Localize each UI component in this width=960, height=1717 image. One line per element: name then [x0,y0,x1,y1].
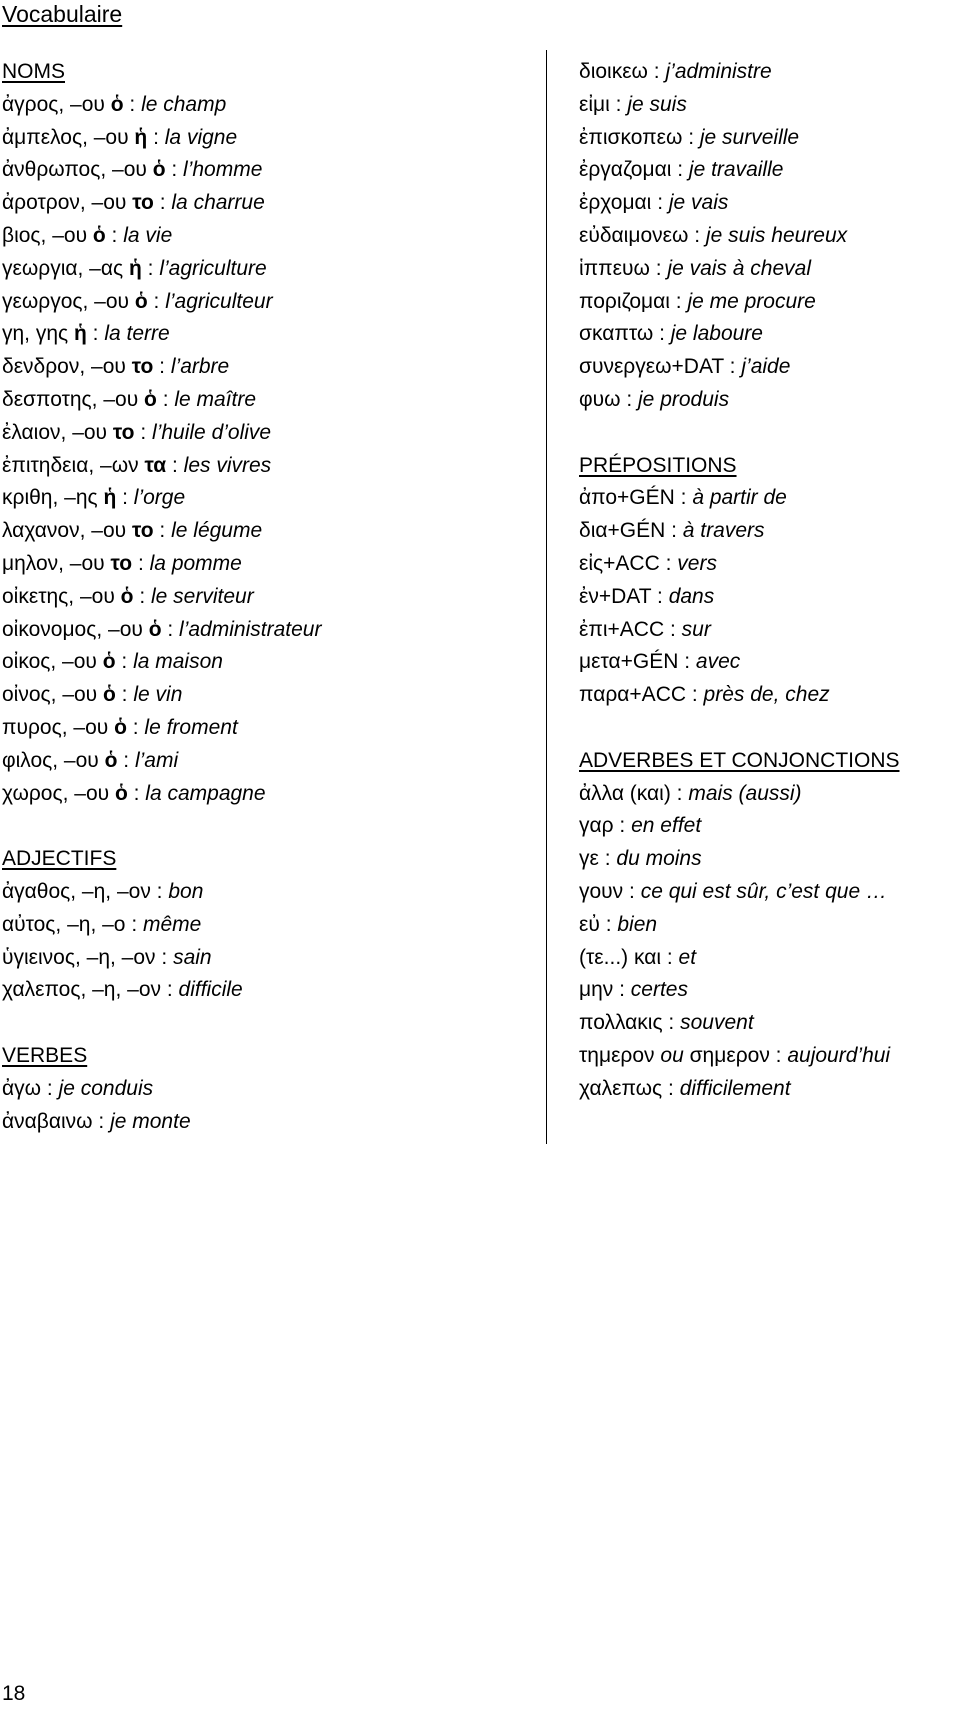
french-translation: sur [681,617,711,641]
greek-article: ὁ [114,715,127,739]
separator: : [723,355,742,379]
section-heading: PRÉPOSITIONS [579,453,737,477]
greek-term: χαλεπος, ‒η, ‒ον [2,978,162,1002]
french-translation: même [143,912,202,936]
greek-term: ἱππευω [579,256,650,280]
section-heading: NOMS [2,60,65,83]
french-translation: à travers [682,519,765,543]
french-translation: le serviteur [151,584,254,608]
french-translation: la vigne [164,125,238,149]
french-translation: je vais [668,191,729,215]
greek-article: ἡ [73,322,87,346]
french-translation: aujourd’hui [787,1043,891,1067]
french-translation: souvent [680,1011,754,1035]
greek-term: ἐπισκοπεω [579,125,683,149]
greek-term: εὐδαιμονεω [579,223,689,247]
greek-article: το [132,191,154,215]
greek-term: ἀροτρον, ‒ου [2,191,133,215]
separator: : [678,650,696,674]
greek-article: ὁ [134,289,148,313]
french-translation: difficile [178,978,243,1002]
french-translation: le légume [171,519,263,543]
separator: : [115,650,134,674]
separator: : [153,519,172,543]
separator: : [682,125,700,149]
vocab-entry [2,318,522,351]
french-translation: avec [695,650,741,674]
separator: : [126,715,145,739]
french-translation: et [678,945,697,969]
vocab-entry [579,1007,957,1040]
french-translation: je produis [638,387,730,411]
separator: : [665,519,683,543]
greek-term: ἀμπελος, ‒ου [2,125,135,149]
greek-term: αὐτος, ‒η, ‒ο [2,912,126,936]
greek-term: ἀναβαινω [2,1109,93,1133]
greek-term: πολλακις [579,1011,663,1035]
vocab-entry [579,220,957,253]
french-translation: l’ami [134,748,179,772]
greek-term: εἰς+ACC [579,551,660,575]
separator: : [117,748,135,772]
vocab-entry [579,122,957,155]
french-translation: je suis [627,92,687,116]
greek-article: ὁ [102,650,116,674]
separator: : [165,158,184,182]
separator: : [623,879,641,903]
greek-term: οἰκετης, ‒ου [2,584,121,608]
separator: : [161,617,180,641]
vocab-entry [579,154,957,187]
vocab-entry [2,384,522,417]
vocab-entry [2,417,522,450]
french-translation: bien [617,912,658,936]
separator: : [674,486,693,510]
greek-term: χωρος, ‒ου [2,781,115,805]
vocab-entry [579,89,957,122]
greek-term: (τε...) και [579,945,662,969]
separator: : [147,289,166,313]
greek-term: ἀγω [2,1076,42,1100]
connector-word: ou [660,1043,684,1067]
separator: : [686,683,704,707]
vocab-entry [579,56,957,89]
section-spacer [579,417,957,450]
separator: : [86,322,105,346]
greek-article: ὁ [152,158,166,182]
separator: : [647,60,666,83]
vocab-entry [2,614,522,647]
vocab-entry [2,548,522,581]
french-translation: le vin [133,683,183,707]
greek-article: ὁ [148,617,162,641]
page-title: Vocabulaire [2,1,123,27]
french-translation: l’huile d’olive [152,420,272,444]
greek-term: ἀνθρωπος, ‒ου [2,158,153,182]
right-column [579,56,957,1106]
french-translation: mais (aussi) [688,781,802,805]
greek-article: ὁ [120,584,134,608]
separator: : [651,191,669,215]
greek-term: γεωργος, ‒ου [2,289,135,313]
vocab-entry [2,187,522,220]
greek-term: μετα+GÉN [579,650,679,674]
left-column [2,56,522,1138]
french-translation: j’aide [741,355,791,379]
greek-term: ἐπιτηδεια, ‒ων [2,453,145,477]
separator: : [115,683,134,707]
vocab-entry [579,843,957,876]
french-translation: je conduis [58,1076,154,1100]
vocab-entry [579,581,957,614]
vocab-entry [2,974,522,1007]
vocab-entry [579,974,957,1007]
vocab-entry [579,482,957,515]
separator: : [598,847,617,871]
separator: : [659,551,678,575]
greek-term: βιος, ‒ου [2,223,93,247]
vocab-entry [579,646,957,679]
separator: : [134,420,153,444]
section-spacer [2,810,522,843]
vocab-entry [2,1106,522,1139]
vocab-entry [579,909,957,942]
french-translation: l’agriculteur [165,289,273,313]
separator: : [769,1043,788,1067]
greek-term: ἀγαθος, ‒η, ‒ον [2,879,151,903]
greek-article: τα [144,453,167,477]
separator: : [41,1076,59,1100]
french-translation: la terre [104,322,170,346]
greek-term: ἐρχομαι [579,191,652,215]
vocab-entry [2,154,522,187]
vocab-entry [2,745,522,778]
greek-term: ἐργαζομαι [579,158,672,182]
greek-article: ἡ [103,486,117,510]
french-translation: bon [168,879,204,903]
greek-term: ἐπι+ACC [579,617,665,641]
french-translation: je me procure [687,289,816,313]
french-translation: la vie [123,223,173,247]
greek-term: συνεργεω+DAT [579,355,724,379]
french-translation: le maître [174,387,257,411]
separator: : [651,584,669,608]
greek-term: δια+GÉN [579,519,666,543]
french-translation: je travaille [688,158,784,182]
french-translation: difficilement [679,1076,791,1100]
greek-term: εὐ [579,912,600,936]
greek-term: οἰκος, ‒ου [2,650,103,674]
greek-term: δενδρον, ‒ου [2,355,132,379]
greek-term: πυρος, ‒ου [2,715,115,739]
separator: : [664,617,682,641]
french-translation: la pomme [149,551,242,575]
french-translation: la maison [133,650,223,674]
vocab-entry [579,286,957,319]
french-translation: j’administre [665,60,772,83]
french-translation: je laboure [670,322,763,346]
greek-term: ἀπο+GÉN [579,486,675,510]
separator: : [670,781,689,805]
separator: : [153,191,172,215]
greek-term: γη, γης [2,322,74,346]
vocab-entry [2,712,522,745]
greek-term: ἐν+DAT [579,584,652,608]
vocab-entry [2,482,522,515]
separator: : [662,1011,681,1035]
separator: : [92,1109,111,1133]
vocab-entry [579,253,957,286]
greek-article: ὁ [110,92,124,116]
separator: : [599,912,618,936]
vocab-entry [579,318,957,351]
vocab-entry [2,220,522,253]
greek-term: λαχανον, ‒ου [2,519,132,543]
vocab-entry [2,909,522,942]
vocab-entry [579,810,957,843]
french-translation: je vais à cheval [667,256,811,280]
separator: : [153,355,171,379]
french-translation: je monte [110,1109,191,1133]
separator: : [132,551,150,575]
vocab-entry [579,1073,957,1106]
greek-term: κριθη, ‒ης [2,486,104,510]
vocab-entry [579,1040,957,1073]
separator: : [161,978,179,1002]
vocab-entry [579,351,957,384]
greek-term: σκαπτω [579,322,654,346]
separator: : [105,223,124,247]
greek-term: ἐλαιον, ‒ου [2,420,113,444]
french-translation: l’agriculture [159,256,267,280]
separator: : [613,978,631,1002]
french-translation: ce qui est sûr, c’est que … [640,879,887,903]
separator: : [620,387,639,411]
section-spacer [579,712,957,745]
french-translation: l’administrateur [179,617,322,641]
french-translation: sain [173,945,212,969]
vocab-entry [579,515,957,548]
vocab-entry [2,515,522,548]
vocab-entry [2,450,522,483]
vocab-entry [579,187,957,220]
separator: : [155,945,174,969]
french-translation: je suis heureux [705,223,848,247]
page-number: 18 [2,1682,26,1705]
greek-term: γε [579,847,599,871]
vocab-entry [2,679,522,712]
greek-term-alt: σημερον [683,1043,770,1067]
greek-term: φιλος, ‒ου [2,748,105,772]
separator: : [669,289,688,313]
greek-term: ἀλλα (και) [579,781,671,805]
greek-term: ποριζομαι [579,289,670,313]
greek-article: ἡ [128,256,142,280]
vocab-entry [2,1073,522,1106]
greek-term: δεσποτης, ‒ου [2,387,145,411]
section-heading: ADJECTIFS [2,847,117,871]
greek-term: οἰκονομος, ‒ου [2,617,149,641]
vocab-entry [2,942,522,975]
french-translation: à partir de [692,486,787,510]
greek-term: χαλεπως [579,1076,663,1100]
vocab-entry [579,942,957,975]
separator: : [141,256,160,280]
section-heading: VERBES [2,1043,88,1067]
separator: : [649,256,668,280]
vocab-entry [2,122,522,155]
greek-term: μην [579,978,614,1002]
greek-term: εἰμι [579,92,610,116]
separator: : [613,814,632,838]
french-translation: du moins [616,847,702,871]
separator: : [662,1076,680,1100]
vocab-entry [579,778,957,811]
separator: : [671,158,689,182]
separator: : [127,781,146,805]
separator: : [609,92,628,116]
vocab-entry [2,646,522,679]
greek-term: ὑγιεινος, ‒η, ‒ον [2,945,156,969]
separator: : [123,92,142,116]
section-spacer [2,1007,522,1040]
column-divider [546,50,547,1144]
vocab-entry [2,253,522,286]
greek-article: ὁ [144,387,157,411]
greek-term: διοικεω [579,60,648,83]
greek-article: το [112,420,135,444]
greek-article: το [131,519,154,543]
french-translation: l’homme [183,158,263,182]
separator: : [653,322,671,346]
vocab-entry [2,778,522,811]
greek-article: ὁ [114,781,128,805]
separator: : [661,945,679,969]
separator: : [166,453,184,477]
vocab-entry [2,351,522,384]
vocab-entry [2,286,522,319]
greek-article: ὁ [103,683,116,707]
greek-term: μηλον, ‒ου [2,551,111,575]
greek-article: ὁ [92,223,106,247]
greek-term: ἀγρος, ‒ου [2,92,111,116]
greek-article: το [131,355,154,379]
separator: : [150,879,169,903]
french-translation: le champ [141,92,227,116]
greek-article: ὁ [104,748,118,772]
separator: : [147,125,165,149]
french-translation: les vivres [183,453,272,477]
french-translation: vers [677,551,717,575]
french-translation: près de, chez [703,683,830,707]
vocab-entry [579,384,957,417]
greek-article: το [110,551,133,575]
section-heading: ADVERBES ET CONJONCTIONS [579,748,900,772]
french-translation: en effet [631,814,702,838]
french-translation: je surveille [699,125,800,149]
vocab-entry [579,548,957,581]
french-translation: l’arbre [170,355,230,379]
separator: : [688,223,706,247]
greek-term: παρα+ACC [579,683,687,707]
vocab-entry [579,679,957,712]
french-translation: la campagne [145,781,266,805]
separator: : [133,584,151,608]
french-translation: dans [668,584,715,608]
vocab-entry [2,89,522,122]
greek-article: ἡ [134,125,148,149]
vocab-entry [579,876,957,909]
greek-term: γουν [579,879,624,903]
separator: : [156,387,175,411]
separator: : [125,912,143,936]
french-translation: certes [630,978,688,1002]
separator: : [116,486,134,510]
vocab-entry [2,876,522,909]
french-translation: le froment [144,715,238,739]
greek-term: φυω [579,387,621,411]
french-translation: la charrue [171,191,265,215]
greek-term: οἰνος, ‒ου [2,683,103,707]
french-translation: l’orge [133,486,186,510]
vocab-entry [579,614,957,647]
greek-term: γαρ [579,814,614,838]
vocab-entry [2,581,522,614]
greek-term: γεωργια, ‒ας [2,256,129,280]
greek-term: τημερον [579,1043,661,1067]
